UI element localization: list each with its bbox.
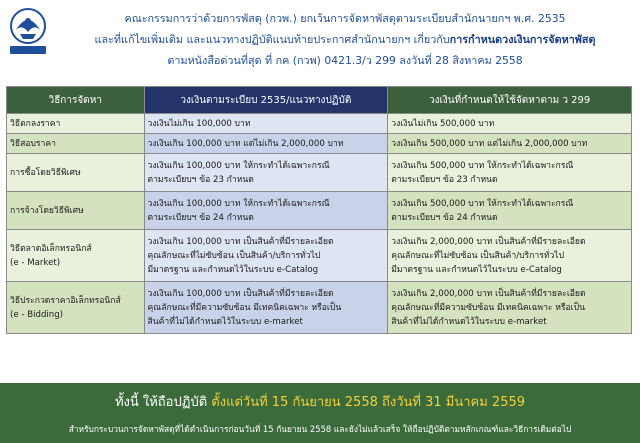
- new-limit-line: วงเงินเกิน 500,000 บาท ให้กระทำได้เฉพาะกรณี: [391, 198, 574, 209]
- method-cell: [7, 114, 145, 134]
- method-cell: [7, 192, 145, 230]
- new-limit-line: วงเงินเกิน 500,000 บาท ให้กระทำได้เฉพาะกรณี: [391, 160, 574, 171]
- old-limit-line: สินค้าที่ไม่ได้กำหนดไว้ในระบบ e-market: [147, 316, 303, 327]
- old-limit-line: วงเงินเกิน 100,000 บาท ให้กระทำได้เฉพาะกรณี: [147, 198, 330, 209]
- method-name: วิธีประกวดราคาอิเล็กทรอนิกส์: [10, 295, 121, 306]
- old-limit-line: วงเงินเกิน 100,000 บาท แต่ไม่เกิน 2,000,000 บาท: [147, 138, 344, 149]
- old-limit-line: วงเงินเกิน 100,000 บาท เป็นสินค้าที่มีรายละเอียด: [147, 236, 334, 247]
- table-row: [7, 154, 632, 192]
- new-limit-line: วงเงินเกิน 500,000 บาท แต่ไม่เกิน 2,000,000 บาท: [391, 138, 588, 149]
- new-limit-line: ตามระเบียบฯ ข้อ 23 กำหนด: [391, 174, 498, 185]
- new-limit-line: วงเงินเกิน 2,000,000 บาท เป็นสินค้าที่มีรายละเอียด: [391, 236, 586, 247]
- method-subtitle: (e - Bidding): [10, 309, 64, 320]
- new-limit-line: ตามระเบียบฯ ข้อ 24 กำหนด: [391, 212, 498, 223]
- old-limit-line: คุณลักษณะที่มีความซับซ้อน มีเทคนิคเฉพาะ หรือเป็น: [147, 302, 342, 313]
- old-limit-line: คุณลักษณะที่ไม่ซับซ้อน เป็นสินค้า/บริการทั่วไป: [147, 250, 321, 261]
- new-limit-cell: [388, 114, 632, 134]
- method-name: วิธีสอบราคา: [10, 138, 56, 149]
- table-row: [7, 134, 632, 154]
- header-line-2: [55, 29, 635, 50]
- header-method: วิธีการจัดหา: [7, 87, 145, 114]
- footer-effective-period: [0, 391, 640, 412]
- comptroller-general-logo-icon: [6, 6, 50, 58]
- footer-main-prefix: ทั้งนี้ ให้ถือปฏิบัติ: [114, 395, 212, 410]
- footer-banner: [0, 383, 640, 443]
- header-line-3: ตามหนังสือด่วนที่สุด ที่ กค (กวพ) 0421.3/ว 299 ลงวันที่ 28 สิงหาคม 2558: [167, 54, 523, 67]
- table-row: [7, 282, 632, 334]
- table-row: [7, 192, 632, 230]
- old-limit-cell: [144, 192, 388, 230]
- header: [0, 0, 640, 78]
- method-name: วิธีตลาดอิเล็กทรอนิกส์: [10, 243, 92, 254]
- table-header-row: [7, 87, 632, 114]
- method-name: การจ้างโดยวิธีพิเศษ: [10, 205, 84, 216]
- old-limit-cell: [144, 114, 388, 134]
- old-limit-cell: [144, 282, 388, 334]
- new-limit-line: คุณลักษณะที่ไม่ซับซ้อน เป็นสินค้า/บริการทั่วไป: [391, 250, 565, 261]
- old-limit-line: วงเงินเกิน 100,000 บาท ให้กระทำได้เฉพาะกรณี: [147, 160, 330, 171]
- header-line-1: คณะกรรมการว่าด้วยการพัสดุ (กวพ.) ยกเว้นการจัดหาพัสดุตามระเบียบสำนักนายกฯ พ.ศ. 2535: [124, 12, 566, 25]
- method-name: การซื้อโดยวิธีพิเศษ: [10, 167, 81, 178]
- old-limit-line: ตามระเบียบฯ ข้อ 23 กำหนด: [147, 174, 254, 185]
- old-limit-cell: [144, 154, 388, 192]
- new-limit-cell: [388, 154, 632, 192]
- header-old-limit: วงเงินตามระเบียบ 2535/แนวทางปฏิบัติ: [144, 87, 388, 114]
- new-limit-cell: [388, 134, 632, 154]
- new-limit-line: คุณลักษณะที่มีความซับซ้อน มีเทคนิคเฉพาะ หรือเป็น: [391, 302, 585, 313]
- method-cell: [7, 154, 145, 192]
- new-limit-cell: [388, 230, 632, 282]
- old-limit-cell: [144, 230, 388, 282]
- old-limit-line: วงเงินไม่เกิน 100,000 บาท: [147, 118, 251, 129]
- new-limit-cell: [388, 192, 632, 230]
- header-text: [55, 8, 635, 71]
- new-limit-line: วงเงินไม่เกิน 500,000 บาท: [391, 118, 495, 129]
- old-limit-line: วงเงินเกิน 100,000 บาท เป็นสินค้าที่มีรายละเอียด: [147, 288, 334, 299]
- footer-dates: ตั้งแต่วันที่ 15 กันยายน 2558 ถึงวันที่ 31 มีนาคม 2559: [211, 395, 526, 410]
- header-line-2-prefix: และที่แก้ไขเพิ่มเติม และแนวทางปฏิบัติแนบท้ายประกาศสำนักนายกฯ เกี่ยวกับ: [94, 33, 450, 46]
- method-cell: [7, 230, 145, 282]
- old-limit-cell: [144, 134, 388, 154]
- table-row: [7, 114, 632, 134]
- new-limit-line: มีมาตรฐาน และกำหนดไว้ในระบบ e-Catalog: [391, 264, 562, 275]
- footer-note: สำหรับกระบวนการจัดหาพัสดุที่ได้ดำเนินการก่อนวันที่ 15 กันยายน 2558 และยังไม่แล้วเสร็จ ให้ถือปฏิบัติตามหลักเกณฑ์และวิธีการเดิมต่อไป: [68, 424, 572, 434]
- procurement-threshold-table: [6, 86, 632, 334]
- method-cell: [7, 134, 145, 154]
- new-limit-cell: [388, 282, 632, 334]
- header-new-limit: วงเงินที่กำหนดให้ใช้จัดหาตาม ว 299: [388, 87, 632, 114]
- table-row: [7, 230, 632, 282]
- header-line-2-emphasis: การกำหนดวงเงินการจัดหาพัสดุ: [449, 33, 596, 46]
- method-subtitle: (e - Market): [10, 257, 61, 268]
- new-limit-line: สินค้าที่ไม่ได้กำหนดไว้ในระบบ e-market: [391, 316, 547, 327]
- method-name: วิธีตกลงราคา: [10, 118, 61, 129]
- old-limit-line: มีมาตรฐาน และกำหนดไว้ในระบบ e-Catalog: [147, 264, 319, 275]
- old-limit-line: ตามระเบียบฯ ข้อ 24 กำหนด: [147, 212, 254, 223]
- new-limit-line: วงเงินเกิน 2,000,000 บาท เป็นสินค้าที่มีรายละเอียด: [391, 288, 586, 299]
- method-cell: [7, 282, 145, 334]
